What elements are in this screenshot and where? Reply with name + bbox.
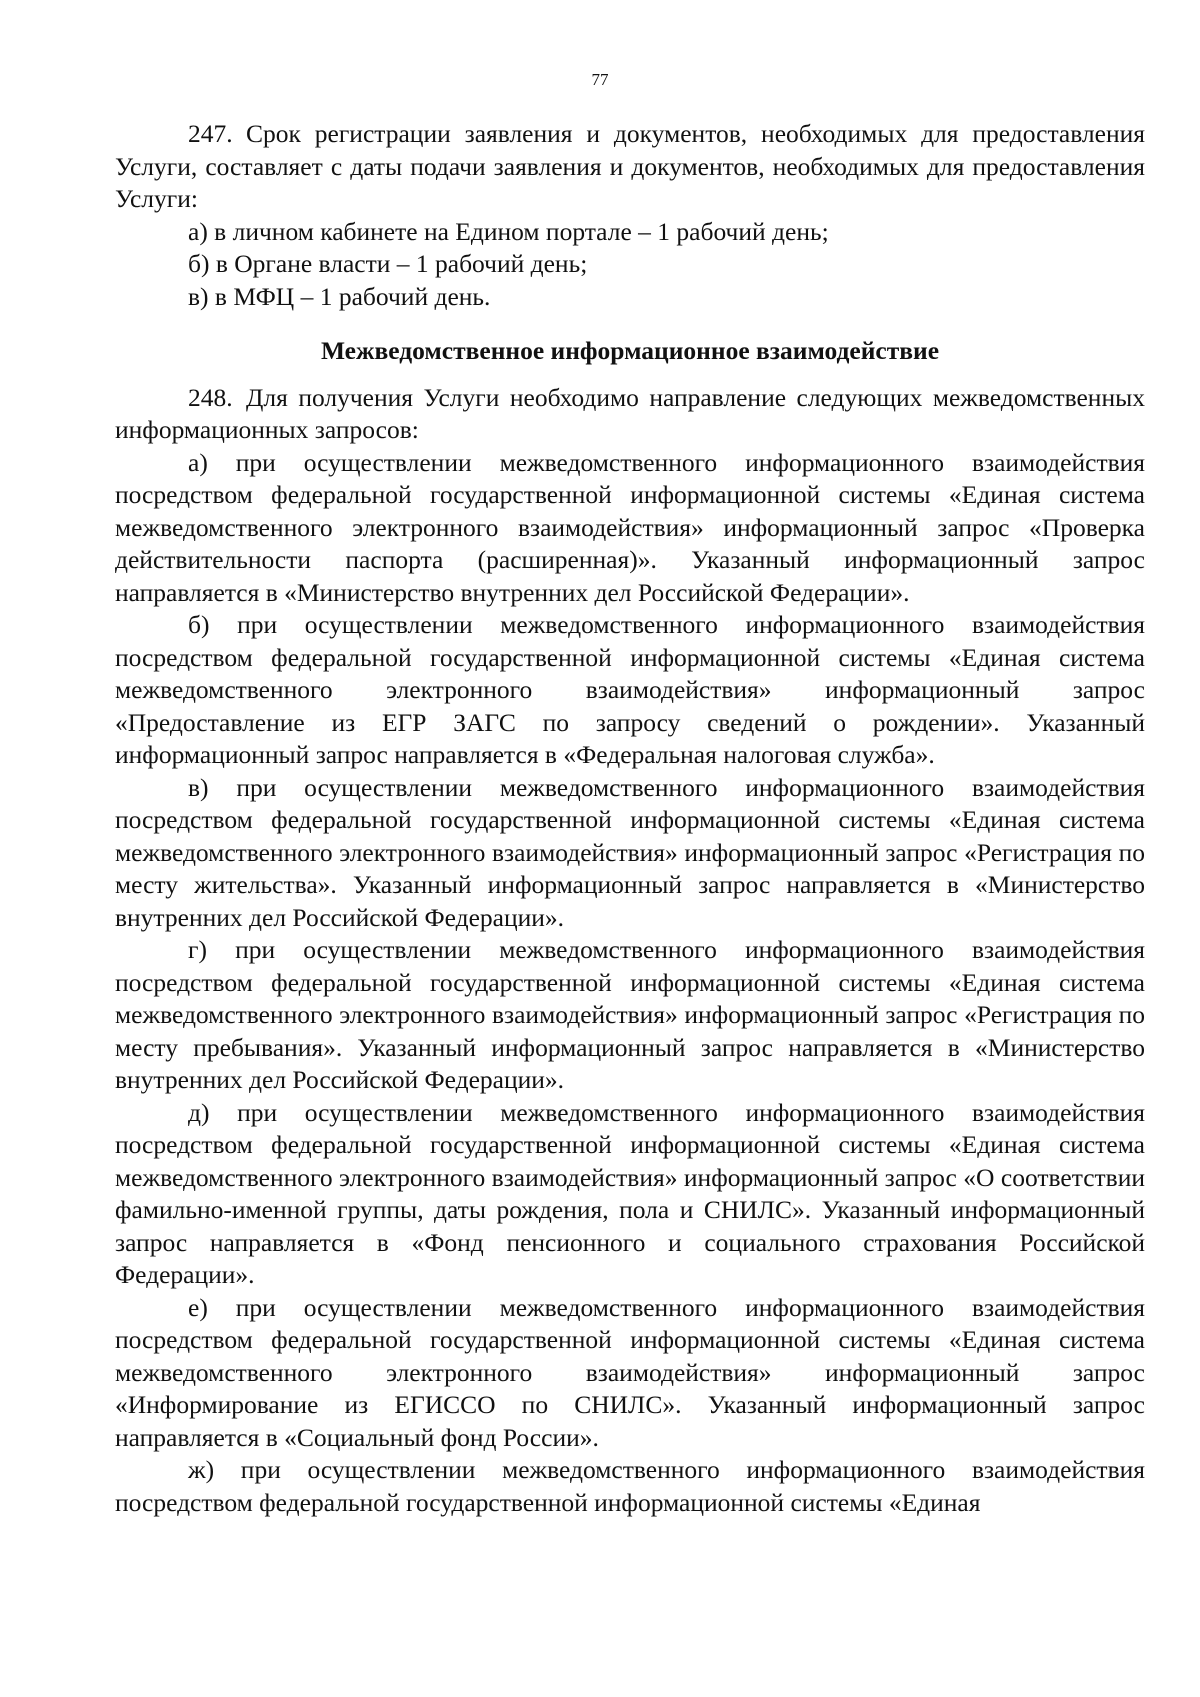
list-item: г) при осуществлении межведомственного информационного взаимодействия посредством федеральной государственной информационной системы «Единая система межведомственного электронного взаимодействия» информационный запрос «Регистрация по месту пребывания». Указанный информационный запрос направляется в «Министерство внутренних дел Российской Федерации». (115, 935, 1145, 1094)
list-item: в) при осуществлении межведомственного информационного взаимодействия посредством федеральной государственной информационной системы «Единая система межведомственного электронного взаимодействия» информационный запрос «Регистрация по месту жительства». Указанный информационный запрос направляется в «Министерство внутренних дел Российской Федерации». (115, 772, 1145, 932)
list-item: а) в личном кабинете на Едином портале – 1 рабочий день; (188, 216, 829, 246)
paragraph-248 (115, 382, 1145, 447)
list-item: б) в Органе власти – 1 рабочий день; (188, 249, 588, 278)
paragraph-number: 248. (188, 382, 233, 412)
paragraph-number: 247. (188, 119, 233, 148)
list-item: б) при осуществлении межведомственного информационного взаимодействия посредством федеральной государственной информационной системы «Единая система межведомственного электронного взаимодействия» информационный запрос «Предоставление из ЕГР ЗАГС по запросу сведений о рождении». Указанный информационный запрос направляется в «Федеральная налоговая служба». (115, 610, 1145, 769)
list-item: ж) при осуществлении межведомственного информационного взаимодействия посредством федеральной государственной информационной системы «Единая (115, 1455, 1145, 1517)
list-item: д) при осуществлении межведомственного информационного взаимодействия посредством федеральной государственной информационной системы «Единая система межведомственного электронного взаимодействия» информационный запрос «О соответствии фамильно-именной группы, даты рождения, пола и СНИЛС». Указанный информационный запрос направляется в «Фонд пенсионного и социального страхования Российской Федерации». (115, 1097, 1145, 1289)
list-item: в) в МФЦ – 1 рабочий день. (188, 281, 491, 311)
list-item: а) при осуществлении межведомственного информационного взаимодействия посредством федеральной государственной информационной системы «Единая система межведомственного электронного взаимодействия» информационный запрос «Проверка действительности паспорта (расширенная)». Указанный информационный запрос направляется в «Министерство внутренних дел Российской Федерации». (115, 447, 1145, 607)
section-heading: Межведомственное информационное взаимодействие (320, 336, 940, 365)
paragraph-247 (115, 118, 1145, 216)
page-number: 77 (591, 70, 609, 89)
document-body (115, 118, 1145, 1519)
paragraph-text: Для получения Услуги необходимо направление следующих межведомственных информационных запросов: (115, 382, 1145, 444)
paragraph-text: Срок регистрации заявления и документов, необходимых для предоставления Услуги, составляет с даты подачи заявления и документов, необходимых для предоставления Услуги: (115, 119, 1145, 213)
list-item: е) при осуществлении межведомственного информационного взаимодействия посредством федеральной государственной информационной системы «Единая система межведомственного электронного взаимодействия» информационный запрос «Информирование из ЕГИССО по СНИЛС». Указанный информационный запрос направляется в «Социальный фонд России». (115, 1292, 1145, 1452)
